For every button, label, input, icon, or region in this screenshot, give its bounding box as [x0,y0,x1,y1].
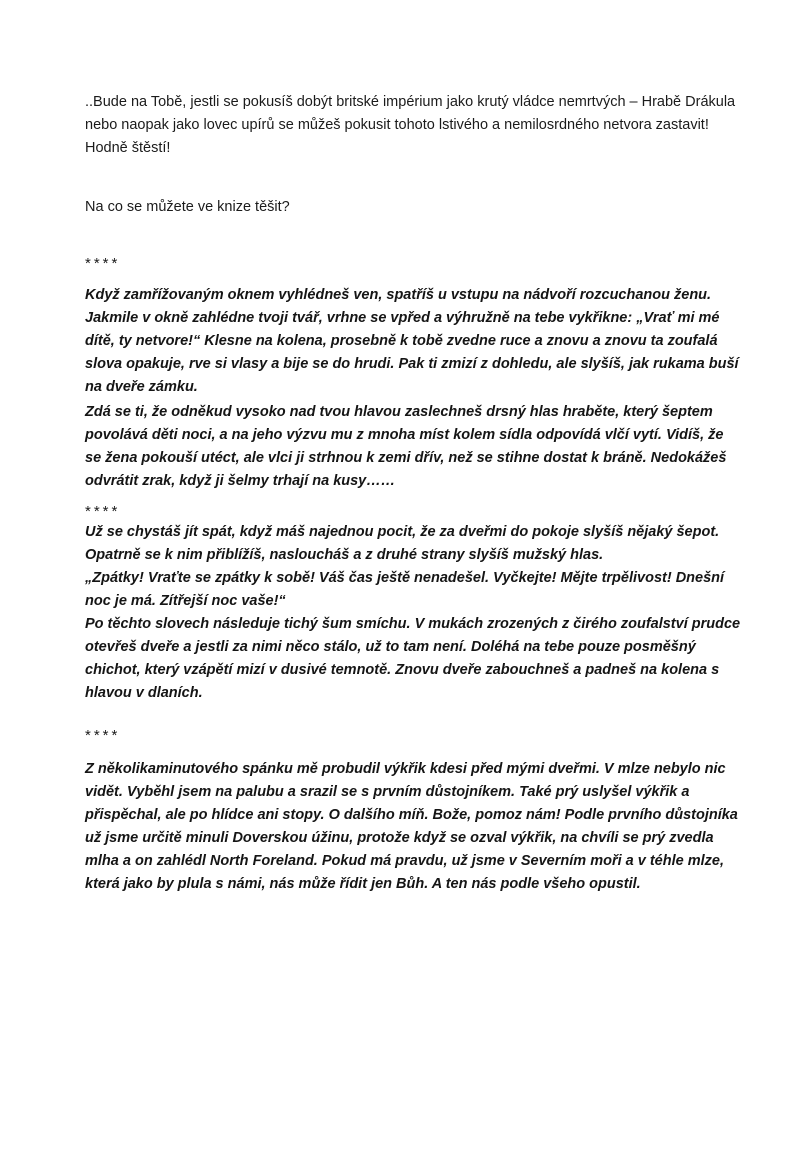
section-separator: **** [85,727,121,744]
story-paragraph: Po těchto slovech následuje tichý šum smíchu. V mukách zrozených z čirého zoufalství prudce otevřeš dveře a jestli za nimi něco stálo, už to tam není. Doléhá na tebe pouze posměšný chichot, který vzápětí mizí v dusivé temnotě. Znovu dveře zabouchneš a padneš na kolena s hlavou v dlaních. [85,616,741,701]
section-separator: **** [85,255,121,272]
intro-paragraph-block [85,91,741,160]
story-section-ship [85,758,741,896]
story-paragraph: Když zamřížovaným oknem vyhlédneš ven, spatříš u vstupu na nádvoří rozcuchanou ženu. Jakmile v okně zahlédne tvoji tvář, vrhne se vpřed a výhružně na tebe vykřikne: „Vrať mi mé dítě, ty netvore!“ Klesne na kolena, prosebně k tobě zvedne ruce a znovu a znovu ta zoufalá slova opakuje, rve si vlasy a bije se do hrudi. Pak ti zmizí z dohledu, ale slyšíš, jak rukama buší na dveře zámku. [85,287,739,395]
section-separator: **** [85,503,121,520]
intro-paragraph: ..Bude na Tobě, jestli se pokusíš dobýt britské impérium jako krutý vládce nemrtvých – Hrabě Drákula nebo naopak jako lovec upírů se můžeš pokusit tohoto lstivého a nemilosrdného netvora zastavit! Hodně štěstí! [85,94,736,156]
story-paragraph: „Zpátky! Vraťte se zpátky k sobě! Váš čas ještě nenadešel. Vyčkejte! Mějte trpělivost! Dnešní noc je má. Zítřejší noc vaše!“ [85,570,725,609]
story-section-castle [85,284,741,495]
question-block [85,196,741,219]
story-section-whisper [85,521,741,705]
story-paragraph: Už se chystáš jít spát, když máš najednou pocit, že za dveřmi do pokoje slyšíš nějaký šepot. Opatrně se k nim přiblížíš, nasloucháš a z druhé strany slyšíš mužský hlas. [85,524,720,563]
question-line: Na co se můžete ve knize těšit? [85,199,290,215]
story-paragraph: Z několikaminutového spánku mě probudil výkřik kdesi před mými dveřmi. V mlze nebylo nic vidět. Vyběhl jsem na palubu a srazil se s prvním důstojníkem. Také prý uslyšel výkřik a přispěchal, ale po hlídce ani stopy. O dalšího míň. Bože, pomoz nám! Podle prvního důstojníka už jsme určitě minuli Doverskou úžinu, protože když se ozval výkřik, na chvíli se prý zvedla mlha a on zahlédl North Foreland. Pokud má pravdu, už jsme v Severním moři a v téhle mlze, která jako by plula s námi, nás může řídit jen Bůh. A ten nás podle všeho opustil. [85,761,738,892]
story-paragraph: Zdá se ti, že odněkud vysoko nad tvou hlavou zaslechneš drsný hlas hraběte, který šeptem povolává děti noci, a na jeho výzvu mu z mnoha míst kolem sídla odpovídá vlčí vytí. Vidíš, že se žena pokouší utéct, ale vlci ji strhnou k zemi dřív, než se stihne dostat k bráně. Nedokážeš odvrátit zrak, když ji šelmy trhají na kusy…… [85,404,727,489]
